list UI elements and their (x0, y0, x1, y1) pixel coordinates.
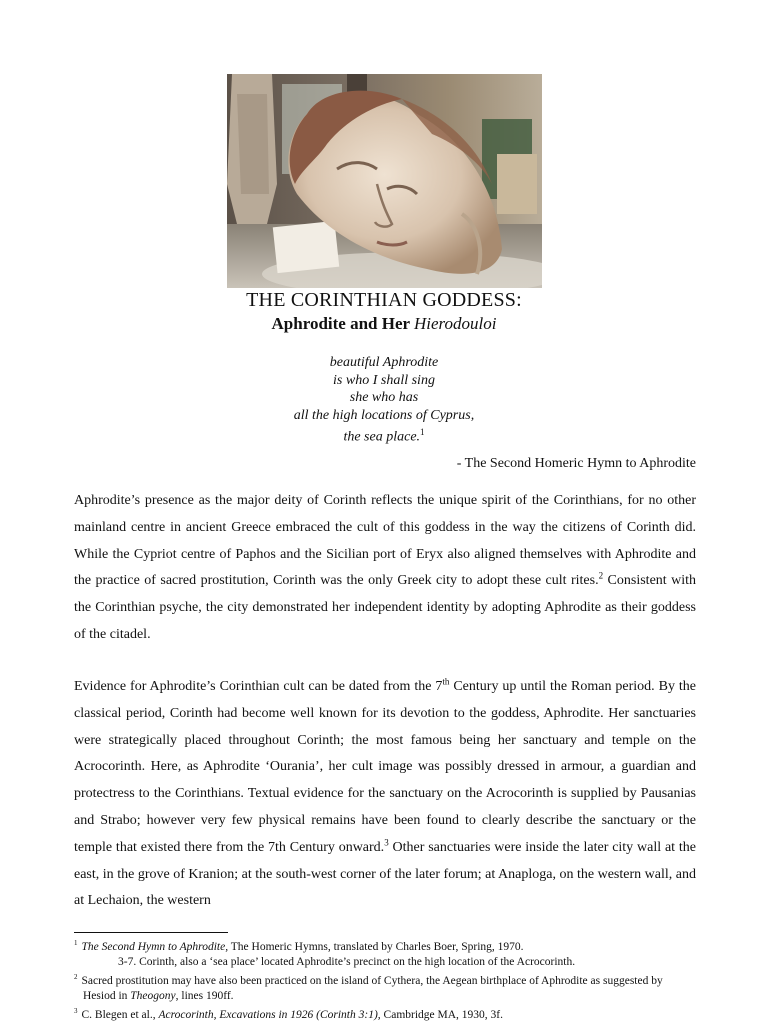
footnote-divider (74, 932, 228, 933)
footnotes (74, 936, 696, 1022)
aphrodite-head-photo (227, 74, 542, 288)
footnote-1-continuation (74, 955, 696, 970)
poem-line: she who has (349, 390, 419, 405)
paragraph-1-text-a: Aphrodite’s presence as the major deity of Corinth reflects the unique spirit of the Corinthians, for no other mainland centre in ancient Greece embraced the cult of this goddess in the way the citizens of Corinth did. While the Cypriot centre of Paphos and the Sicilian port of Eryx also aligned themselves with Aphrodite and the practice of sacred prostitution, Corinth was the only Greek city to adopt these cult rites. (74, 493, 696, 589)
footnote-text: C. Blegen et al., (81, 1008, 159, 1021)
ordinal-suffix: th (442, 676, 450, 687)
footnote-number: 1 (74, 939, 78, 947)
paragraph-2-text-b: Century up until the Roman period. By the classical period, Corinth had become well known for its devotion to the goddess, Aphrodite. Her sanctuaries were strategically placed throughout Corinth; the most famous being her sanctuary and temple on the Acrocorinth. Here, as Aphrodite ‘Ourania’, her cult image was possibly dressed in armour, a guardian and protectress to the Corinthians. Textual evidence for the sanctuary on the Acrocorinth is supplied by Pausanias and Strabo; however very few physical remains have been found to clearly describe the sanctuary or the temple that existed there from the 7th Century onward. (74, 679, 696, 855)
paragraph-1 (74, 488, 696, 649)
poem-line-text: the sea place. (343, 429, 421, 445)
footnote-number: 2 (74, 972, 78, 981)
epigraph-poem (0, 354, 768, 446)
footnote-text-end: Cambridge MA, 1930, 3f. (380, 1008, 504, 1021)
poem-line (0, 424, 768, 446)
epigraph-attribution: - The Second Homeric Hymn to Aphrodite (456, 456, 696, 471)
footnote-italic: Theogony (130, 989, 176, 1002)
poem-line: is who I shall sing (333, 372, 435, 388)
footnote-text: Sacred prostitution may have also been practiced on the island of Cythera, the Aegean birthplace of Aphrodite as suggested by Hesiod in (81, 974, 663, 1002)
subtitle-main: Aphrodite and Her (271, 314, 410, 333)
footnote-text-end: , lines 190ff. (175, 989, 234, 1002)
footnote-ref-3[interactable]: 3 (384, 837, 389, 848)
footnote-1 (74, 936, 696, 955)
paragraph-2-text-a: Evidence for Aphrodite’s Corinthian cult can be dated from the 7 (74, 679, 443, 694)
footnote-text: 3-7. Corinth, also a ‘sea place’ located Aphrodite’s precinct on the high location of the Acrocorinth. (118, 955, 576, 968)
paragraph-2 (74, 674, 696, 915)
page-subtitle (0, 314, 768, 334)
footnote-italic: Acrocorinth, Excavations in 1926 (Corinth 3:1), (158, 1008, 381, 1021)
page-title: THE CORINTHIAN GODDESS: (246, 289, 522, 311)
footnote-number: 3 (74, 1006, 78, 1015)
footnote-2 (74, 970, 696, 1004)
paragraph-1-text-b: Consistent with the Corinthian psyche, the city demonstrated her independent identity by adopting Aphrodite as their goddess of the citadel. (74, 573, 697, 642)
footnote-italic: The Second Hymn to Aphrodite, (81, 940, 229, 953)
footnote-text: The Homeric Hymns, translated by Charles Boer, Spring, 1970. (228, 940, 524, 953)
photo-illustration (227, 74, 542, 288)
footnote-ref-1[interactable]: 1 (420, 427, 425, 437)
paragraph-2-text-c: Other sanctuaries were inside the later city wall at the east, in the grove of Kranion; at the south-west corner of the later forum; at Anaploga, on the western wall, and at Lechaion, the western (74, 839, 696, 909)
poem-line: all the high locations of Cyprus, (293, 407, 475, 423)
footnote-ref-2[interactable]: 2 (598, 570, 604, 581)
poem-line: beautiful Aphrodite (329, 355, 439, 370)
footnote-3 (74, 1004, 696, 1023)
subtitle-italic: Hierodouloi (414, 314, 497, 333)
